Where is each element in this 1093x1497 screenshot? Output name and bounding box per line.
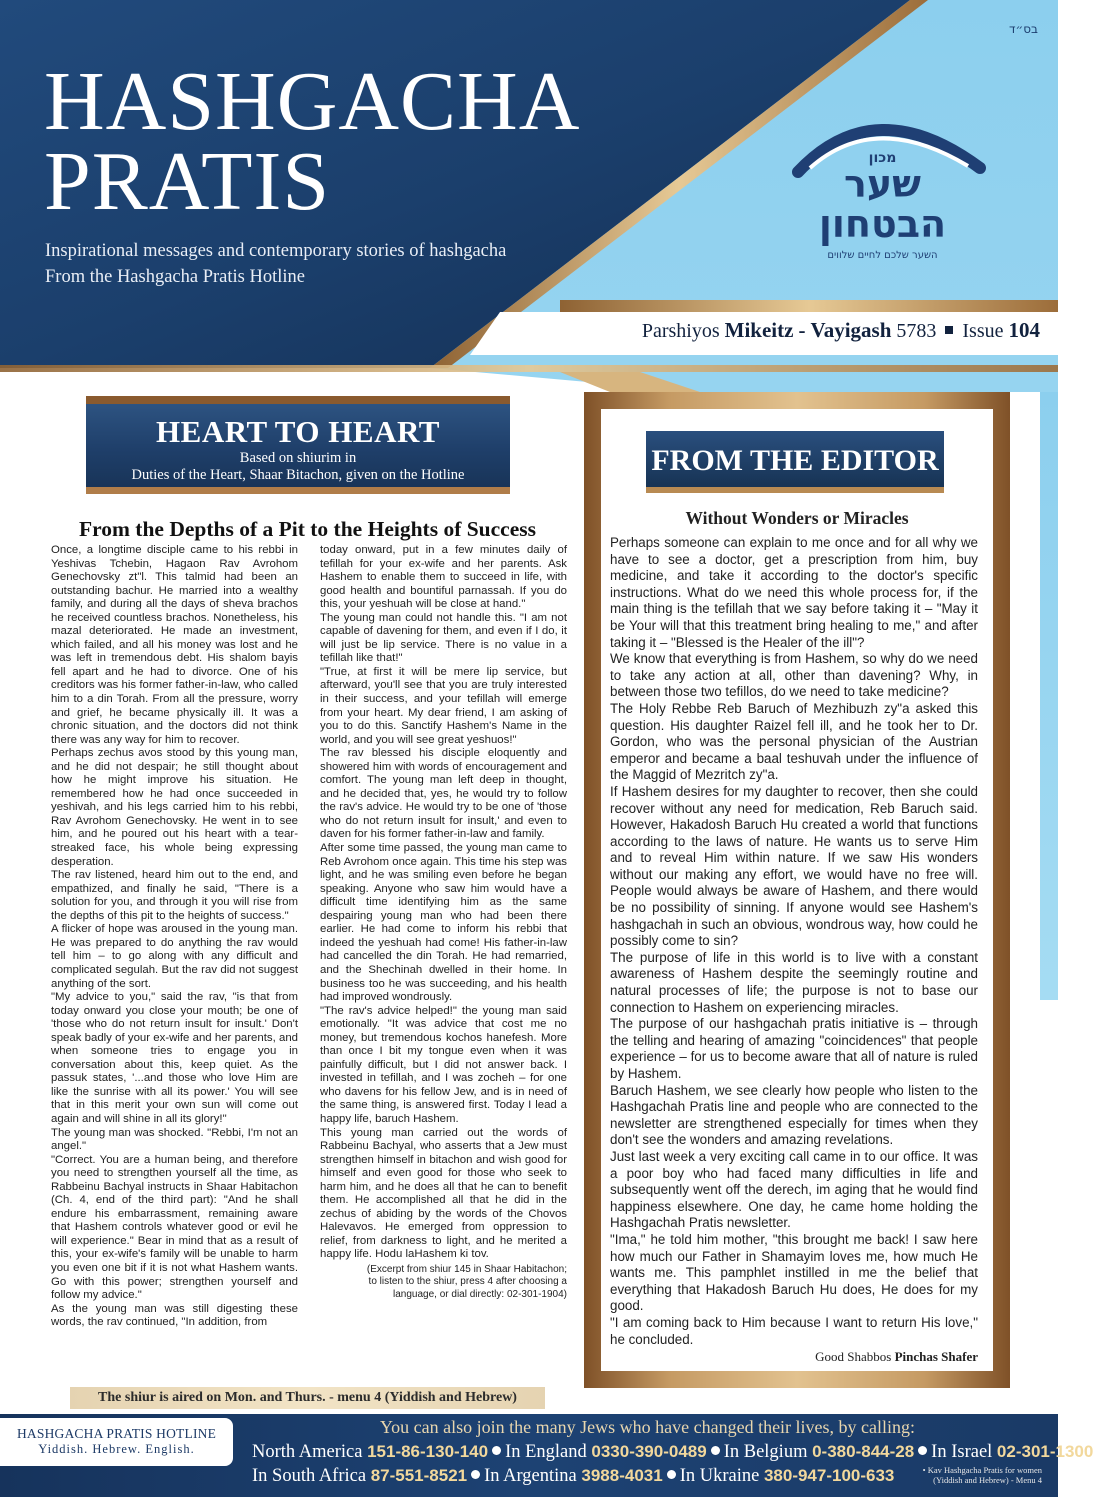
heart-to-heart-sub2: Duties of the Heart, Shaar Bitachon, given on the Hotline [131,467,465,483]
editor-body [610,535,978,1347]
article-paragraph: A flicker of hope was aroused in the young man. He was prepared to do anything the rav would tell him – to go along with any difficult and complicated segulah. But the rav did not suggest anything of the sort. [51,923,298,990]
article-paragraph: Once, a longtime disciple came to his rebbi in Yeshivas Tchebin, Hagaon Rav Avrohom Genechovsky zt"l. This talmid had been an outstanding bachur. He married into a wealthy family, and during all the days of sheva brachos he received countless brachos. Nonetheless, his mazal deteriorated. He made an investment, which failed, and all his money was lost and he was left in tremendous debt. His shalom bayis fell apart and he had to divorce. One of his creditors was his former father-in-law, who called him to a din Torah. From all the pressure, worry and grief, he became physically ill. It was a chronic situation, and the doctors did not think there was any way for him to recover. [51,544,298,746]
phone-label: In Ukraine [679,1466,760,1486]
kav-note-line1: • Kav Hashgacha Pratis for women [922,1465,1042,1475]
from-the-editor-banner: FROM THE EDITOR [646,431,944,493]
editor-headline: Without Wonders or Miracles [685,508,909,528]
phone-number: 151-86-130-140 [367,1442,489,1461]
shiur-credit-line3: language, or dial directly: 02-301-1904) [393,1288,567,1300]
logo-small-text: מכון [868,150,897,166]
masthead-title [44,55,644,228]
phone-number: 0-380-844-28 [812,1442,915,1461]
shiur-credit-line1: (Excerpt from shiur 145 in Shaar Habitachon; [366,1263,567,1275]
phone-label: In Argentina [484,1466,577,1486]
article-paragraph: The rav blessed his disciple eloquently and showered him with words of encouragement and comfort. The young man left deep in thought, and he decided that, yes, he would try to follow the rav's advice. He would try to be one of 'those who do not return insult for insult,' and even to daven for his former father-in-law and family. [320,747,567,841]
call-line: You can also join the many Jews who have changed their lives, by calling: [379,1417,916,1437]
square-bullet-icon [945,326,953,334]
masthead-subtitle [45,238,645,290]
bsd-mark: בס״ד [1008,22,1038,36]
article-headline: From the Depths of a Pit to the Heights of Success [78,517,537,541]
shiur-credit-line2: to listen to the shiur, press 4 after choosing a [368,1276,567,1288]
article-paragraph: "The rav's advice helped!" the young man said emotionally. "It was advice that cost me no money, but tremendous kochos hanefesh. More than once I bit my tongue even when it was painfully difficult, but I did not answer back. I invested in tefillah, and I was zocheh – for one who davens for his fellow Jew, and is in need of the same thing, is answered first. Today I lead a happy life, baruch Hashem. [320,1004,567,1125]
phone-label: In England [505,1442,587,1462]
bullet-icon [711,1446,720,1455]
editor-sign-prefix: Good Shabbos [815,1349,892,1364]
editor-paragraph: The purpose of our hashgachah pratis initiative is – through the telling and hearing of amazing "coincidences" that people experience – for us to become aware that all of nature is ruled by Hashem. [610,1016,978,1081]
bullet-icon [667,1470,676,1479]
kav-note [890,1466,1042,1485]
editor-paragraph: Baruch Hashem, we see clearly how people who listen to the Hashgachah Pratis line and people who are connected to the newsletter are strengthened especially for times when they don't see the wonders and amazing revelations. [610,1082,978,1148]
heart-to-heart-title: HEART TO HEART [156,414,440,449]
article-paragraph: As the young man was still digesting these words, the rav continued, "In addition, from [51,1302,298,1329]
article-paragraph: The young man could not handle this. "I am not capable of davening for them, and even if I do, it will just be lip service. There is no value in a tefillah like that!" [320,611,567,665]
phone-number: 02-301-1300 [996,1442,1093,1461]
article-paragraph: Perhaps zechus avos stood by this young man, and he did not despair; he still thought about how he might improve his situation. He remembered how he had once succeeded in yeshivah, and his legs carried him to his rebbi, Rav Avrohom Genechovsky. He went in to see him, and he poured out his heart with a tear-streaked face, his whole being expressing desperation. [51,747,298,868]
heart-to-heart-banner [86,396,510,494]
phone-label: In Belgium [723,1442,808,1462]
article-paragraph: "My advice to you," said the rav, "is that from today onward you close your mouth; be one of 'those who do not return insult for insult.' Don't speak badly of your ex-wife and her parents, and when someone tries to engage you in conversation about this, keep quiet. As the passuk states, '...and those who love Him are like the sunrise with all its power.' You will see that in this merit your own sun will come out again and will shine in all its glory!" [51,991,298,1125]
editor-paragraph: Perhaps someone can explain to me once and for all why we have to see a doctor, get a prescription from him, buy medicine, and take it according to the doctor's specific instructions. What do we need this whole process for, if the main thing is the tefillah that we say before taking it – "May it be Your will that this treatment bring healing to me," and after taking it – "Blessed is the Healer of the ill"? [610,535,978,650]
kav-note-line2: (Yiddish and Hebrew) - Menu 4 [933,1474,1042,1485]
issue-line [580,318,1040,343]
phone-number: 0330-390-0489 [591,1442,707,1461]
article-paragraph: "True, at first it will be mere lip service, but afterward, you'll see that you are truly interested in their success, and your tefillah will emerge from your heart. My dear friend, I am asking of you to do this. Sanctify Hashem's Name in the world, and you will see great yeshuos!" [320,665,567,746]
issue-number: 104 [1008,318,1040,342]
editor-paragraph: "Ima," he told him mother, "this brought me back! I saw here how much our Father in Shamayim loves me, how much He wants me. This pamphlet instilled in me the belief that everything that Hakadosh Baruch Hu does, He does for my good. [610,1231,978,1314]
editor-sign-name: Pinchas Shafer [894,1349,978,1364]
issue-prefix: Parshiyos [641,320,720,342]
article-column-2 [320,544,567,1380]
phone-label: North America [252,1442,363,1462]
masthead-title-line1: HASHGACHA [44,55,581,148]
issue-year: 5783 [896,320,937,342]
article-paragraph: "Correct. You are a human being, and therefore you need to strengthen yourself all the time, as Rabbeinu Bachyal instructs in Shaar Habitachon (Ch. 4, end of the third part): "And he shall endure his embarrassment, remaining aware that Hashem controls whatever good or evil he will experience." Bear in mind that as a result of this, your ex-wife's family will be unable to harm you even one bit if it is not what Hashem wants. Go with this power; strengthen yourself and follow my advice." [51,1153,298,1302]
issue-parsha1: Mikeitz [724,318,794,342]
logo-line2: הבטחון [818,202,947,246]
masthead-subtitle-line2: From the Hashgacha Pratis Hotline [45,267,305,287]
phone-number: 380-947-100-633 [763,1466,895,1485]
phone-number: 87-551-8521 [370,1466,468,1485]
issue-dash: - [798,318,806,342]
editor-paragraph: The Holy Rebbe Reb Baruch of Mezhibuzh zy"a asked this question. His daughter Raizel fell ill, and he took her to Dr. Gordon, who was the personal physician of the Austrian emperor and became a baal teshuvah under the influence of the Maggid of Mezritch zy"a. [610,700,978,783]
article-paragraph: The young man was shocked. "Rebbi, I'm not an angel." [51,1126,298,1153]
masthead-title-line2: PRATIS [44,135,331,228]
shaar-habitachon-logo [780,110,985,270]
bullet-icon [918,1446,927,1455]
article-column-1 [51,544,298,1380]
phone-label: In South Africa [252,1466,367,1486]
shiur-aired-banner: The shiur is aired on Mon. and Thurs. - menu 4 (Yiddish and Hebrew) [70,1387,545,1409]
issue-parsha2: Vayigash [810,318,892,342]
phone-label: In Israel [931,1442,993,1462]
editor-paragraph: "I am coming back to Him because I want to return His love," he concluded. [610,1314,978,1347]
bullet-icon [492,1446,501,1455]
editor-paragraph: Just last week a very exciting call came in to our office. It was a poor boy who had faced many difficulties in life and subsequently went off the derech, im aging that he would find happiness elsewhere. One day, he came home holding the Hashgachah Pratis newsletter. [610,1148,978,1231]
logo-tagline: השער שלכם לחיים שלווים [827,250,938,261]
hotline-name: HASHGACHA PRATIS HOTLINE [16,1426,217,1441]
logo-line1: שער [843,162,921,206]
masthead-subtitle-line1: Inspirational messages and contemporary stories of hashgacha [45,241,507,261]
heart-to-heart-sub1: Based on shiurim in [239,450,357,466]
article-paragraph: The rav listened, heard him out to the end, and empathized, and finally he said, "There is a solution for you, and through it you will rise from the depths of this pit to the heights of success." [51,869,298,922]
article-paragraph: This young man carried out the words of Rabbeinu Bachyal, who asserts that a Jew must strengthen himself in bitachon and wish good for himself and even good for those who seek to harm him, and he does all that he can to benefit them. He accomplished all that he did in the zechus of abiding by the words of the Chovos Halevavos. He emerged from oppression to relief, from darkness to light, and he merited a happy life. Hodu laHashem ki tov. [320,1126,567,1261]
editor-paragraph: We know that everything is from Hashem, so why do we need to take any action at all, other than davening? Why, in between those two tefillos, do we need to take medicine? [610,651,978,700]
issue-label: Issue [962,320,1004,342]
editor-paragraph: The purpose of life in this world is to live with a constant awareness of Hashem despite the seemingly routine and natural processes of life; the purpose is not to base our connection to Hashem on experiencing miracles. [610,949,978,1015]
phone-number: 3988-4031 [581,1466,663,1485]
article-paragraph: today onward, put in a few minutes daily of tefillah for your ex-wife and her parents. Ask Hashem to enable them to succeed in life, with good health and bountiful parnassah. If you do this, your yeshuah will be close at hand." [320,544,567,611]
editor-signature [610,1349,978,1365]
editor-paragraph: If Hashem desires for my daughter to recover, then she could recover without any need for medication, Reb Baruch said. However, Hakadosh Baruch Hu created a world that functions according to the laws of nature. He wants us to serve Him and to reveal Him within nature. If we saw His wonders without our making any effort, we would have no free will. People would always be aware of Hashem, and there would be no possibility of sinning. If anyone would see Hashem's hashgachah in such an obvious, wondrous way, how could he possibly come to sin? [610,783,978,949]
bullet-icon [471,1470,480,1479]
hotline-badge [0,1418,233,1466]
phone-row-1 [252,1442,1093,1463]
hotline-languages: Yiddish. Hebrew. English. [38,1442,195,1456]
article-paragraph: After some time passed, the young man came to Reb Avrohom once again. This time his step was light, and he was smiling even before he began speaking. Anyone who saw him would have a difficult time identifying him as the same despairing young man who had been there earlier. He had come to inform his rebbi that indeed the yeshuah had come! His father-in-law had cancelled the din Torah. He had remarried, and the Shechinah dwelled in their home. In business too he was succeeding, and his health had improved wondrously. [320,842,567,1004]
